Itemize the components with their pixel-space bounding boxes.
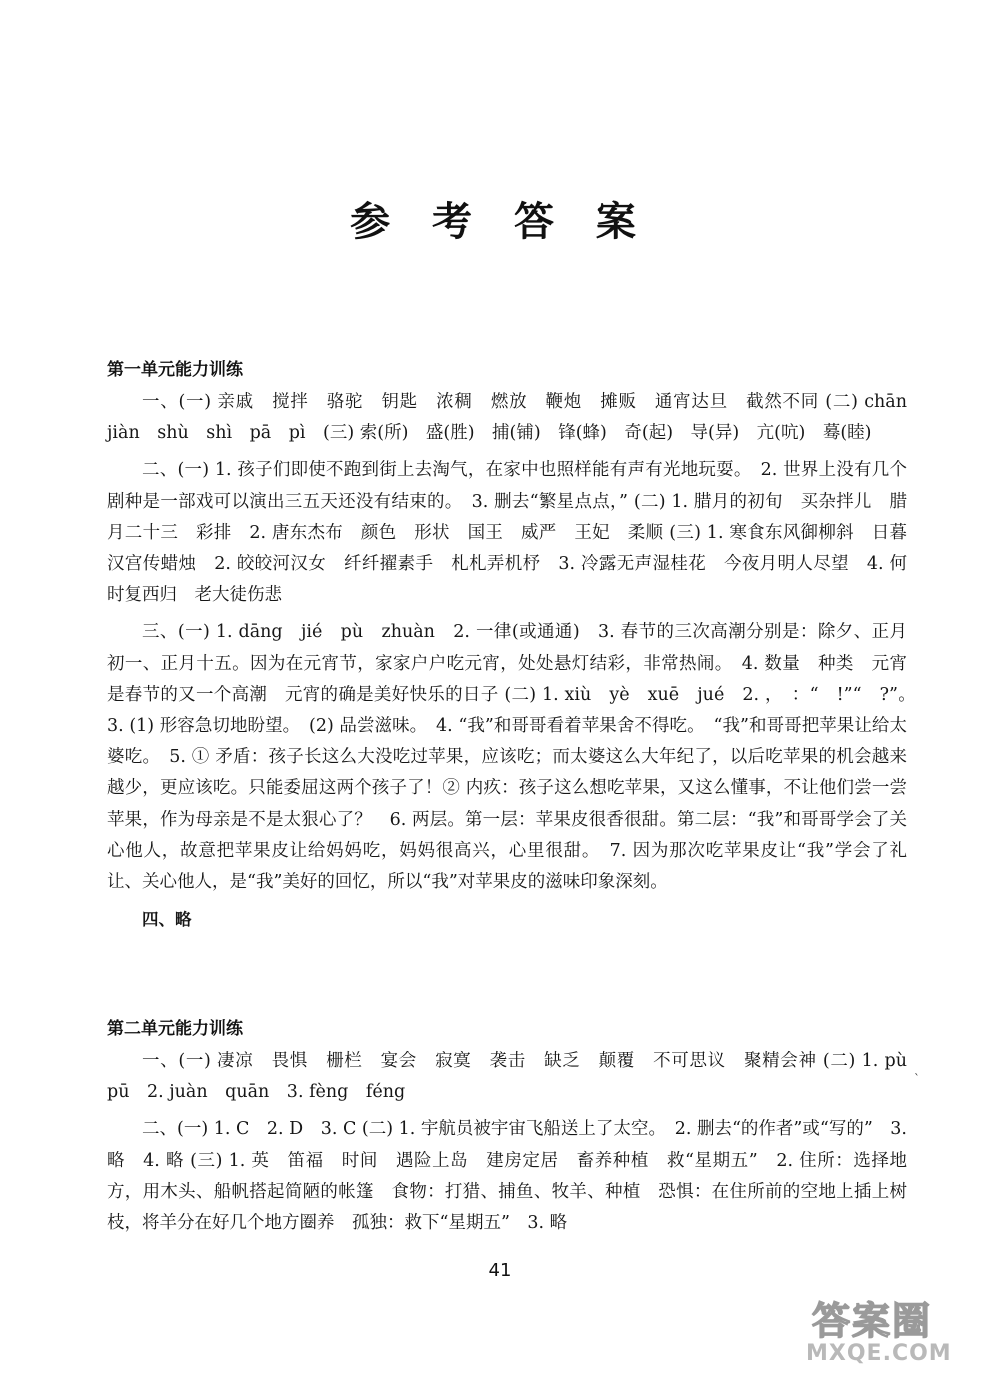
answer-part-3: 三、(一) 1. dāng jié pù zhuàn 2. 一律(或通通) 3. 春节的三次高潮分别是：除夕、正月初一、正月十五。因为在元宵节，家家户户吃元宵，处处悬灯结彩，非常热闹。 4. 数量 种类 元宵是春节的又一个高潮 元宵的确是美好快乐的日子 (二) 1. xiù yè xuē jué 2. ， ：“ !”“ ?”。 3. (1) 形容急切地盼望。 (2) 品尝滋味。 4. “我”和哥哥看着苹果舍不得吃。 “我”和哥哥把苹果让给太婆吃。 5. ① 矛盾：孩子长这么大没吃过苹果，应该吃；而太婆这么大年纪了，以后吃苹果的机会越来越少，更应该吃。只能委屈这两个孩子了！② 内疚：孩子这么想吃苹果，又这么懂事，不让他们尝一尝苹果，作为母亲是不是太狠心了？ 6. 两层。第一层：苹果皮很香很甜。第二层：“我”和哥哥学会了关心他人，故意把苹果皮让给妈妈吃，妈妈很高兴，心里很甜。 7. 因为那次吃苹果皮让“我”学会了礼让、关心他人，是“我”美好的回忆，所以“我”对苹果皮的滋味印象深刻。	[107, 622, 925, 893]
answer-part-4: 四、略	[142, 910, 192, 930]
watermark-logo	[806, 1300, 992, 1370]
page-number: 41	[488, 1260, 512, 1281]
unit-1-heading: 第一单元能力训练	[107, 360, 243, 380]
answer-part-2: 二、(一) 1. C 2. D 3. C (二) 1. 宇航员被宇宙飞船送上了太空。 2. 删去“的作者”或“写的” 3. 略 4. 略 (三) 1. 英 笛福 时间 遇险上岛 建房定居 畜养种植 救“星期五” 2. 住所：选择地方，用木头、船帆搭起简陋的帐篷 食物：打猎、捕鱼、牧羊、种植 恐惧：在住所前的空地上插上树枝，将羊分在好几个地方圈养 孤独：救下“星期五” 3. 略	[107, 1119, 907, 1234]
unit-2-section	[107, 1012, 925, 1239]
answer-part-2: 二、(一) 1. 孩子们即使不跑到街上去淘气，在家中也照样能有声有光地玩耍。 2. 世界上没有几个剧种是一部戏可以演出三五天还没有结束的。 3. 删去“繁星点点，” (二) 1. 腊月的初旬 买杂拌儿 腊月二十三 彩排 2. 唐东杰布 颜色 形状 国王 威严 王妃 柔顺 (三) 1. 寒食东风御柳斜 日暮汉宫传蜡烛 2. 皎皎河汉女 纤纤擢素手 札札弄机杼 3. 冷露无声湿桂花 今夜月明人尽望 4. 何时复西归 老大徒伤悲	[107, 460, 907, 606]
watermark-logo-text: 答案圈	[812, 1299, 933, 1343]
unit-2-heading: 第二单元能力训练	[107, 1019, 243, 1039]
stray-mark: `	[914, 1072, 920, 1086]
page-title: 参 考 答 案	[350, 199, 650, 245]
watermark-url: MXQE.COM	[806, 1341, 952, 1366]
unit-1-section	[107, 353, 925, 935]
answer-part-1: 一、(一) 亲戚 搅拌 骆驼 钥匙 浓稠 燃放 鞭炮 摊贩 通宵达旦 截然不同 (二) chān jiàn shù shì pā pì (三) 索(所) 盛(胜) 捕(铺) 锋(蜂) 奇(起) 导(异) 亢(吭) 蓦(睦)	[107, 392, 925, 444]
answer-part-1: 一、(一) 凄凉 畏惧 栅栏 宴会 寂寞 袭击 缺乏 颠覆 不可思议 聚精会神 (二) 1. pù pū 2. juàn quān 3. fèng féng	[107, 1051, 925, 1103]
